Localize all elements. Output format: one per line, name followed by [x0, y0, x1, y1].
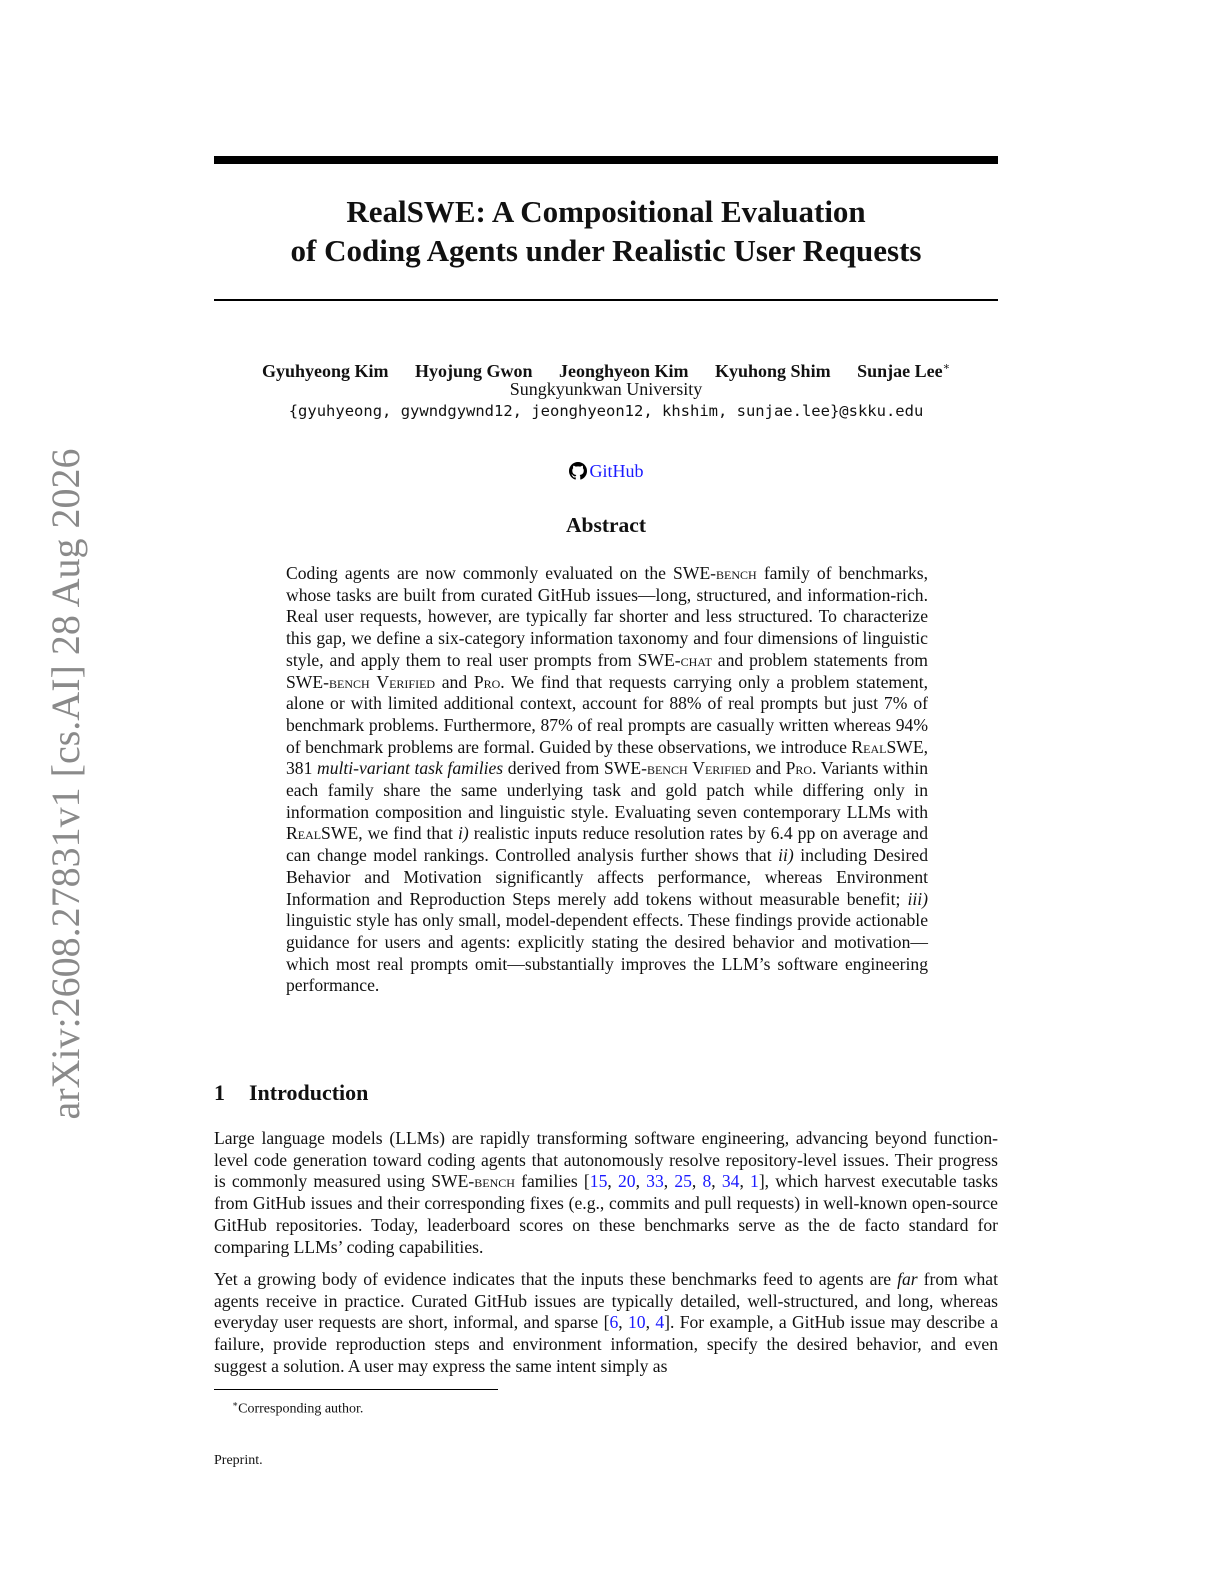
citation-link[interactable]: 4	[655, 1312, 665, 1333]
citation-link[interactable]: 8	[702, 1171, 712, 1192]
corresponding-author-mark: ∗	[942, 361, 951, 373]
author: Jeonghyeon Kim	[559, 361, 689, 381]
author: Gyuhyeong Kim	[261, 361, 389, 381]
arxiv-identifier: arXiv:2608.27831v1 [cs.AI] 28 Aug 2026	[43, 448, 88, 1120]
footnote-text: Corresponding author.	[238, 1401, 364, 1417]
citation-link[interactable]: 25	[674, 1171, 692, 1192]
title-line-2: of Coding Agents under Realistic User Requests	[290, 233, 922, 268]
citation-link[interactable]: 1	[750, 1171, 759, 1192]
affiliation: Sungkyunkwan University	[509, 379, 703, 399]
section-title: Introduction	[249, 1080, 369, 1105]
footnote-rule	[214, 1389, 498, 1390]
title-top-rule	[214, 156, 998, 164]
paper-title	[214, 192, 998, 270]
github-link[interactable]	[569, 461, 644, 481]
intro-paragraph-2: Yet a growing body of evidence indicates that the inputs these benchmarks feed to agents are far from what agents receive in practice. Curated GitHub issues are typically detailed, well-structured, and long, whereas everyday user requests are short, informal, and sparse [6, 10, 4]. For example, a GitHub issue may describe a failure, provide reproduction steps and environment information, specify the desired behavior, and even suggest a solution. A user may express the same intent simply as	[214, 1269, 999, 1376]
citation-link[interactable]: 20	[617, 1171, 636, 1192]
author-emails: {gyuhyeong, gywndgywnd12, jeonghyeon12, khshim, sunjae.lee}@skku.edu	[288, 402, 924, 420]
author: Kyuhong Shim	[715, 361, 831, 381]
section-heading-introduction	[214, 1078, 814, 1108]
citation-link[interactable]: 34	[721, 1171, 740, 1192]
footnote	[232, 1395, 363, 1419]
preprint-label: Preprint.	[214, 1453, 263, 1468]
author: Hyojung Gwon	[414, 361, 533, 381]
github-icon	[569, 462, 587, 480]
citation-link[interactable]: 6	[609, 1312, 619, 1333]
footnote-mark: ∗	[232, 1399, 239, 1409]
citation-link[interactable]: 10	[627, 1312, 646, 1333]
section-number: 1	[214, 1080, 225, 1105]
title-bottom-rule	[214, 299, 998, 301]
abstract-heading: Abstract	[565, 513, 646, 537]
intro-paragraph-1: Large language models (LLMs) are rapidly transforming software engineering, advancing beyond function-level code generation toward coding agents that autonomously resolve repository-level issues. Their progress is commonly measured using SWE-bench families [15, 20, 33, 25, 8, 34, 1], which harvest executable tasks from GitHub issues and their corresponding fixes (e.g., commits and pull requests) in well-known open-source GitHub repositories. Today, leaderboard scores on these benchmarks serve as the de facto standard for comparing LLMs’ coding capabilities.	[214, 1128, 998, 1257]
citation-link[interactable]: 15	[589, 1171, 608, 1192]
abstract-body: Coding agents are now commonly evaluated on the SWE-bench family of benchmarks, whose tasks are built from curated GitHub issues—long, structured, and information-rich. Real user requests, however, are typically far shorter and less structured. To characterize this gap, we define a six-category information taxonomy and four dimensions of linguistic style, and apply them to real user prompts from SWE-chat and problem statements from SWE-bench Verified and Pro. We find that requests carrying only a problem statement, alone or with limited additional context, account for 88% of real prompts but just 7% of benchmark problems. Furthermore, 87% of real prompts are casually written whereas 94% of benchmark problems are formal. Guided by these observations, we introduce RealSWE, 381 multi-variant task families derived from SWE-bench Verified and Pro. Variants within each family share the same underlying task and gold patch while differing only in information composition and linguistic style. Evaluating seven contemporary LLMs with RealSWE, we find that i) realistic inputs reduce resolution rates by 6.4 pp on average and can change model rankings. Controlled analysis further shows that ii) including Desired Behavior and Motivation significantly affects performance, whereas Environment Information and Reproduction Steps merely add tokens without measurable benefit; iii) linguistic style has only small, model-dependent effects. These findings provide actionable guidance for users and agents: explicitly stating the desired behavior and motivation—which most real prompts omit—substantially improves the LLM’s software engineering performance.	[286, 563, 929, 996]
title-line-1: RealSWE: A Compositional Evaluation	[346, 194, 866, 229]
github-link-label: GitHub	[589, 461, 644, 481]
citation-link[interactable]: 33	[646, 1171, 664, 1192]
github-link-row	[214, 459, 998, 483]
author: Sunjae Lee∗	[857, 361, 951, 381]
